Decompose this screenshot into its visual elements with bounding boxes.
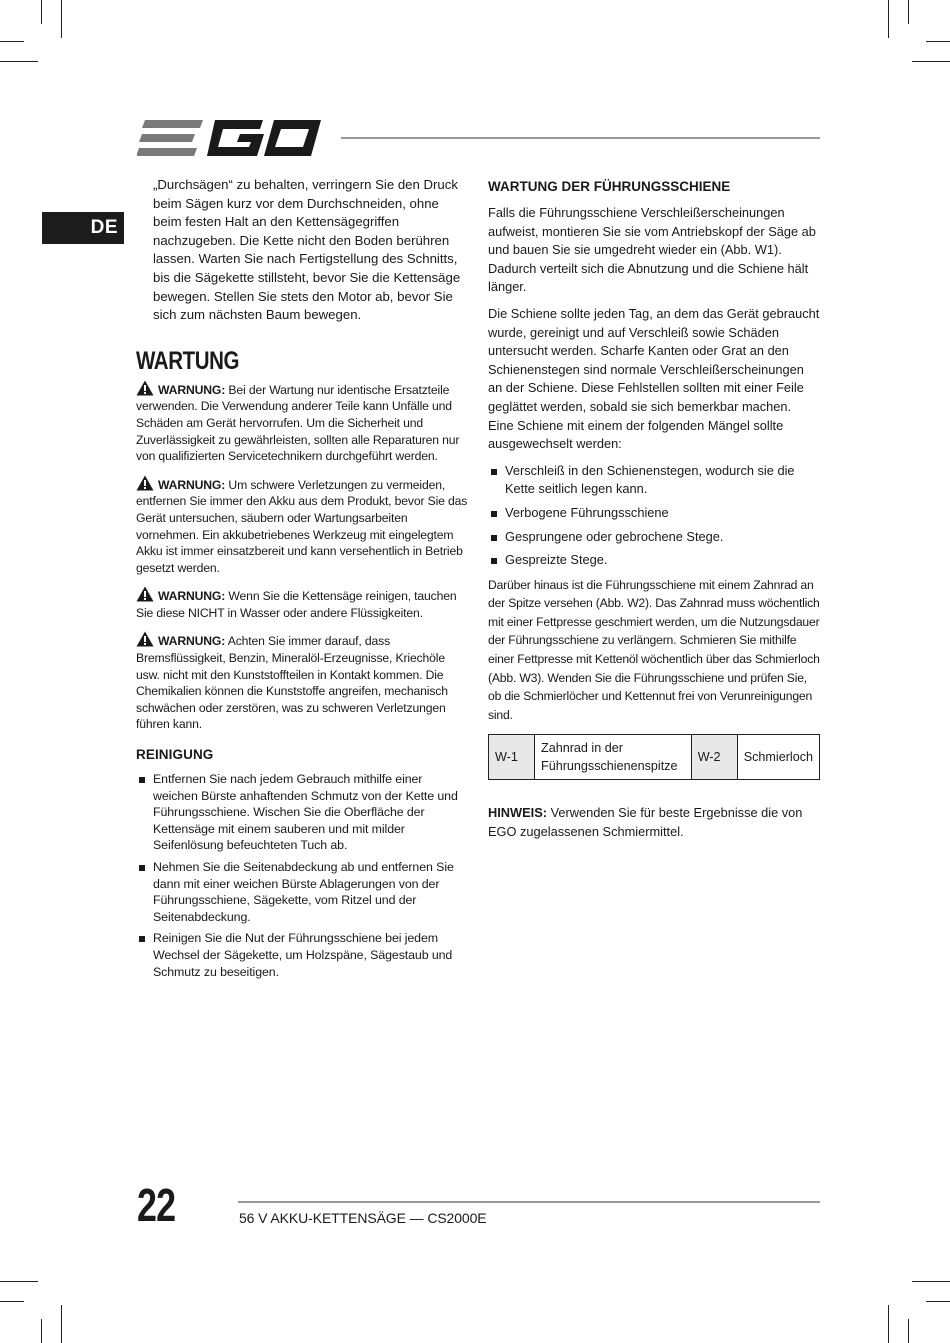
bullet-icon [491,469,497,475]
list-item [136,771,468,854]
page-number: 22 [137,1179,176,1231]
list-item-text: Verbogene Führungsschiene [505,504,669,520]
list-item-text: Reinigen Sie die Nut der Führungsschiene bei jedem Wechsel der Sägekette, um Holzspäne, Sägestaub und Schmutz zu beseitigen. [153,931,453,979]
list-item [136,930,468,980]
crop-mark [61,0,62,38]
warning-triangle-icon [136,380,154,396]
warning-label: WARNUNG: [158,589,226,604]
note-paragraph [488,804,820,841]
warning-text: Um schwere Verletzungen zu vermeiden, entfernen Sie immer den Akku aus dem Produkt, bevor Sie das Gerät untersuchen, säubern oder Wartungsarbeiten vornehmen. Ein akkubetriebenes Werkzeug mit eingelegtem Akku ist immer einsatzbereit und kann versehentlich in Betrieb gesetzt werden. [136,477,468,575]
footer-title: 56 V AKKU-KETTENSÄGE — CS2000E [239,1210,487,1226]
table-cell-name: Zahnrad in der Führungsschienenspitze [535,735,692,780]
language-tab: DE [42,212,124,244]
crop-mark [0,41,24,42]
table-cell-name: Schmierloch [737,735,819,780]
list-item [136,859,468,925]
warning-2 [136,475,468,577]
warning-text: Bei der Wartung nur identische Ersatzteile verwenden. Die Verwendung anderer Teile kann Unfälle und Schäden am Gerät hervorrufen. Um die Sicherheit und Zuverlässigkeit zu gewährleisten, sollten alle Reparaturen nur von qualifizierten Servicetechnikern durchgeführt werden. [136,382,460,464]
table-row [489,735,820,780]
bullet-icon [491,511,497,517]
list-item [488,551,820,570]
parts-table [488,734,820,780]
table-cell-code: W-1 [489,735,535,780]
subsection-title-reinigung: REINIGUNG [136,747,214,763]
crop-mark [0,61,38,62]
warning-label: WARNUNG: [158,382,226,397]
warning-triangle-icon [136,586,154,602]
list-item-text: Verschleiß in den Schienenstegen, wodurch sie die Kette seitlich legen kann. [505,462,795,497]
section-title-wartung: WARTUNG [136,346,240,375]
warning-4 [136,631,468,733]
defects-list [488,462,820,570]
crop-mark [926,1301,950,1302]
crop-mark [926,41,950,42]
warning-label: WARNUNG: [158,477,226,492]
crop-mark [908,0,909,24]
subsection-title-fuehrungsschiene: WARTUNG DER FÜHRUNGSSCHIENE [488,179,731,194]
footer-rule [238,1201,820,1203]
crop-mark [912,1281,950,1282]
crop-mark [888,1305,889,1343]
list-item [488,462,820,499]
crop-mark [41,1319,42,1343]
bullet-icon [139,777,145,783]
crop-mark [908,1319,909,1343]
list-item-text: Nehmen Sie die Seitenabdeckung ab und entfernen Sie dann mit einer weichen Bürste Ablagerungen von der Führungsschiene, Sägekette, vom Ritzel und der Seitenabdeckung. [153,860,454,924]
crop-mark [912,61,950,62]
intro-paragraph: „Durchsägen“ zu behalten, verringern Sie den Druck beim Sägen kurz vor dem Durchschneiden, ohne beim festen Halt an den Kettensägegriffen nachzugeben. Die Kette nicht den Boden berühren lassen. Warten Sie nach Fertigstellung des Schnitts, bis die Sägekette stillsteht, bevor Sie die Kettensäge bewegen. Stellen Sie stets den Motor ab, bevor Sie sich zum nächsten Baum bewegen. [153,177,461,323]
left-column [136,176,468,985]
bullet-icon [139,865,145,871]
bullet-icon [139,936,145,942]
paragraph: Darüber hinaus ist die Führungsschiene mit einem Zahnrad an der Spitze versehen (Abb. W2). Das Zahnrad muss wöchentlich mit einer Fettpresse geschmiert werden, um die Nutzungsdauer der Führungsschiene zu verlängern. Schmieren Sie mithilfe einer Fettpresse mit Kettenöl wöchentlich über das Schmierloch (Abb. W3). Wenden Sie die Führungsschiene und prüfen Sie, ob die Schmierlöcher und Kettennut frei von Verunreinigungen sind. [488,577,820,722]
note-label: HINWEIS: [488,805,548,821]
warning-text: Achten Sie immer darauf, dass Bremsflüssigkeit, Benzin, Mineralöl-Erzeugnisse, Kriechöle usw. nicht mit den Kunststoffteilen in Kontakt kommen. Die Chemikalien können die Kunststoffe angreifen, mechanisch schwächen oder zerstören, was zu schweren Verletzungen führen kann. [136,634,448,732]
list-item [488,504,820,523]
list-item-text: Gespreizte Stege. [505,552,608,568]
bullet-icon [491,558,497,564]
warning-text: Wenn Sie die Kettensäge reinigen, tauchen Sie diese NICHT in Wasser oder andere Flüssigkeiten. [136,589,457,620]
ego-logo [137,116,321,160]
list-item [488,528,820,547]
warning-triangle-icon [136,475,154,491]
crop-mark [61,1305,62,1343]
list-item-text: Entfernen Sie nach jedem Gebrauch mithilfe einer weichen Bürste anhaftenden Schmutz von der Kette und Führungsschiene. Wischen Sie die Oberfläche der Kettensäge mit einem sauberen und mit milder Seifenlösung befeuchteten Tuch ab. [153,772,458,853]
header-rule [341,137,820,139]
bullet-icon [491,535,497,541]
warning-3 [136,586,468,621]
crop-mark [0,1301,24,1302]
crop-mark [888,0,889,38]
list-item-text: Gesprungene oder gebrochene Stege. [505,528,724,544]
reinigung-list [136,771,468,980]
warning-triangle-icon [136,631,154,647]
warning-label: WARNUNG: [158,634,226,649]
paragraph: Die Schiene sollte jeden Tag, an dem das Gerät gebraucht wurde, gereinigt und auf Verschleiß sowie Schäden untersucht werden. Scharfe Kanten oder Grat an den Schienenstegen sind normale Verschleißerscheinungen an der Schiene. Diese Fehlstellen sollten mit einer Feile geglättet werden, sobald sie sich bemerkbar machen. Eine Schiene mit einem der folgenden Mängel sollte ausgewechselt werden: [488,305,820,452]
paragraph: Falls die Führungsschiene Verschleißerscheinungen aufweist, montieren Sie sie vom Antriebskopf der Säge ab und bauen Sie sie umgedreht wieder ein (Abb. W1). Dadurch verteilt sich die Abnutzung und die Schiene hält länger. [488,205,816,295]
table-cell-code: W-2 [691,735,737,780]
crop-mark [0,1281,38,1282]
crop-mark [41,0,42,24]
note-text: Verwenden Sie für beste Ergebnisse die von EGO zugelassenen Schmiermittel. [488,805,803,840]
right-column [488,176,820,854]
warning-1 [136,380,468,465]
